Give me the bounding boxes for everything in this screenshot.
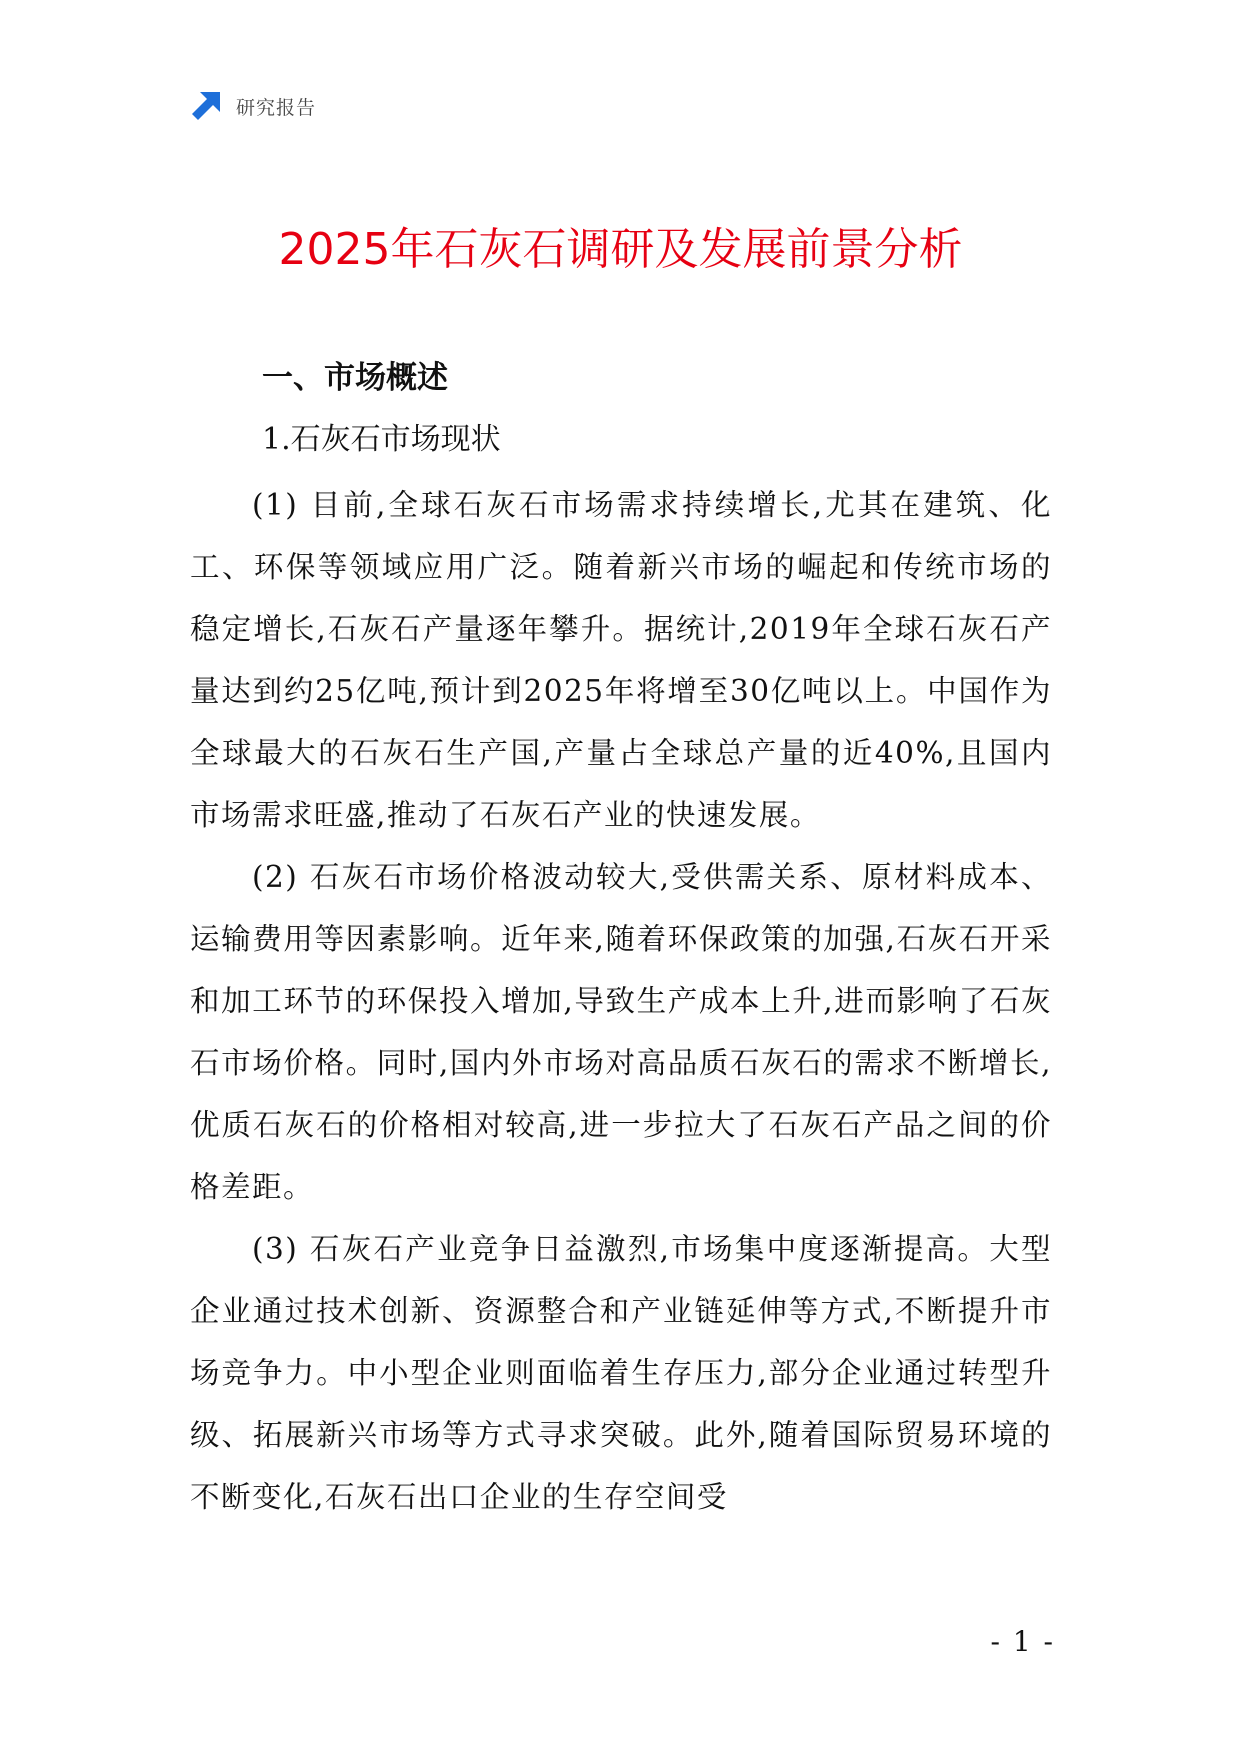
document-title: 2025年石灰石调研及发展前景分析 <box>278 224 963 275</box>
document-header <box>188 88 316 124</box>
header-label: 研究报告 <box>236 96 317 119</box>
arrow-up-right-icon <box>188 88 224 124</box>
paragraph: (1) 目前,全球石灰石市场需求持续增长,尤其在建筑、化工、环保等领域应用广泛。随着新兴市场的崛起和传统市场的稳定增长,石灰石产量逐年攀升。据统计,2019年全球石灰石产量达到约25亿吨,预计到2025年将增至30亿吨以上。中国作为全球最大的石灰石生产国,产量占全球总产量的近40%,且国内市场需求旺盛,推动了石灰石产业的快速发展。 <box>190 488 1052 832</box>
sub-heading: 1.石灰石市场现状 <box>262 422 501 457</box>
paragraph: (2) 石灰石市场价格波动较大,受供需关系、原材料成本、运输费用等因素影响。近年来,随着环保政策的加强,石灰石开采和加工环节的环保投入增加,导致生产成本上升,进而影响了石灰石市场价格。同时,国内外市场对高品质石灰石的需求不断增长,优质石灰石的价格相对较高,进一步拉大了石灰石产品之间的价格差距。 <box>190 860 1052 1204</box>
section-heading: 一、市场概述 <box>262 360 448 396</box>
paragraph: (3) 石灰石产业竞争日益激烈,市场集中度逐渐提高。大型企业通过技术创新、资源整合和产业链延伸等方式,不断提升市场竞争力。中小型企业则面临着生存压力,部分企业通过转型升级、拓展新兴市场等方式寻求突破。此外,随着国际贸易环境的不断变化,石灰石出口企业的生存空间受 <box>190 1232 1052 1514</box>
page-number: - 1 - <box>990 1625 1055 1658</box>
body-text <box>190 474 1052 1528</box>
